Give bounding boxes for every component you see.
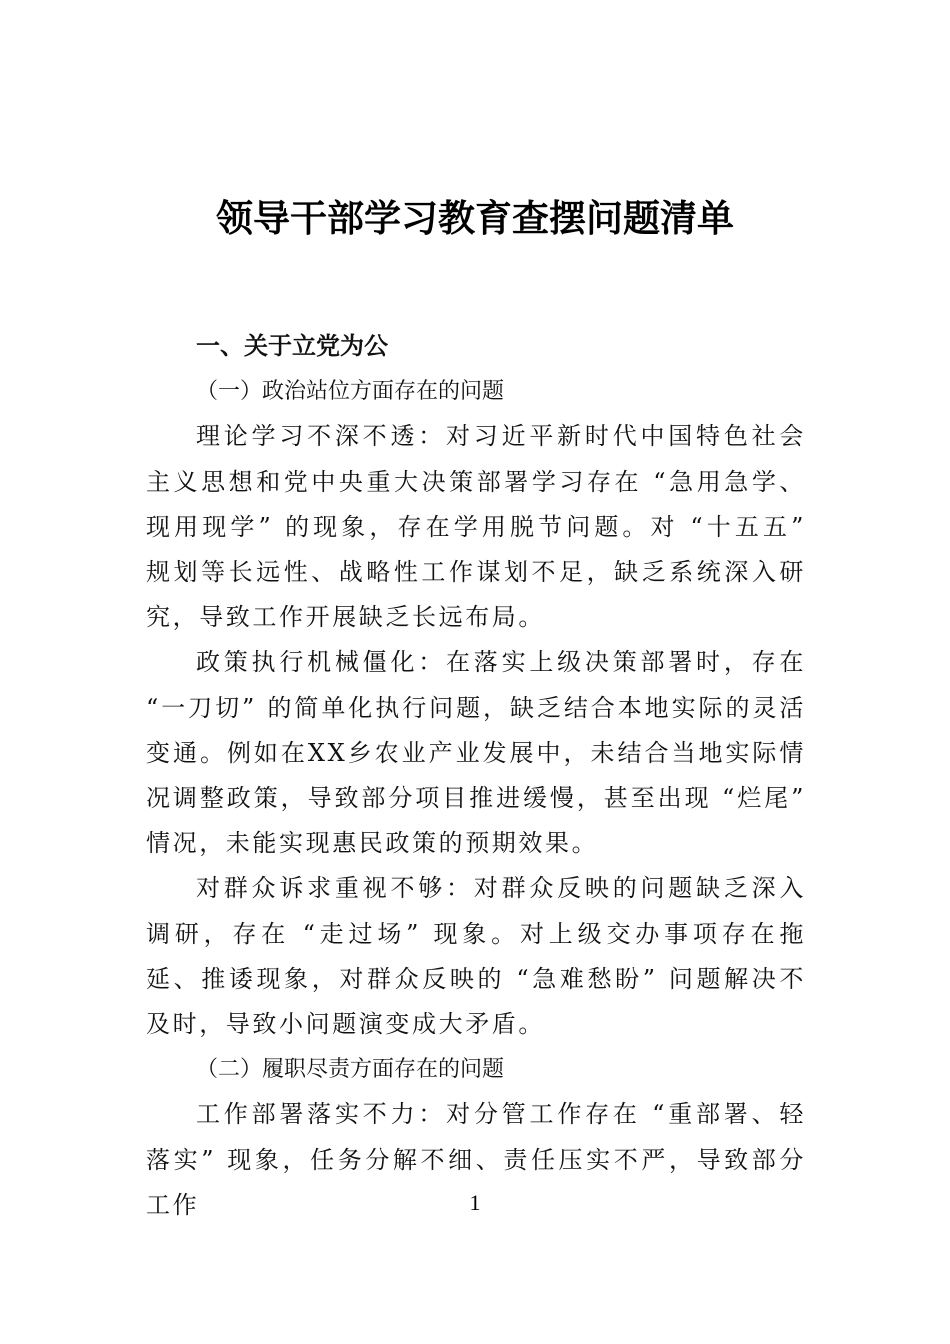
paragraph: 工作部署落实不力：对分管工作存在 “重部署、轻落实” 现象，任务分解不细、责任压实不严，导致部分工作 bbox=[146, 1100, 806, 1219]
section-heading: 一、关于立党为公 bbox=[196, 332, 388, 360]
page-number: 1 bbox=[469, 1190, 481, 1215]
subsection-heading: （二）履职尽责方面存在的问题 bbox=[196, 1057, 505, 1083]
subsection-heading: （一）政治站位方面存在的问题 bbox=[196, 379, 505, 405]
document-body bbox=[146, 324, 806, 1228]
paragraph: 对群众诉求重视不够：对群众反映的问题缺乏深入调研，存在 “走过场” 现象。对上级交办事项存在拖延、推诿现象，对群众反映的 “急难愁盼” 问题解决不及时，导致小问题演变成大矛盾。 bbox=[146, 874, 806, 1039]
paragraph: 政策执行机械僵化：在落实上级决策部署时，存在 “一刀切” 的简单化执行问题，缺乏结合本地实际的灵活变通。例如在XX乡农业产业发展中，未结合当地实际情况调整政策，导致部分项目推进缓慢，甚至出现 “烂尾” 情况，未能实现惠民政策的预期效果。 bbox=[146, 648, 806, 858]
document-title: 领导干部学习教育查摆问题清单 bbox=[216, 196, 734, 240]
paragraph: 理论学习不深不透：对习近平新时代中国特色社会主义思想和党中央重大决策部署学习存在 “急用急学、现用现学” 的现象，存在学用脱节问题。对 “十五五” 规划等长远性、战略性工作谋划不足，缺乏系统深入研究，导致工作开展缺乏长远布局。 bbox=[146, 422, 806, 632]
